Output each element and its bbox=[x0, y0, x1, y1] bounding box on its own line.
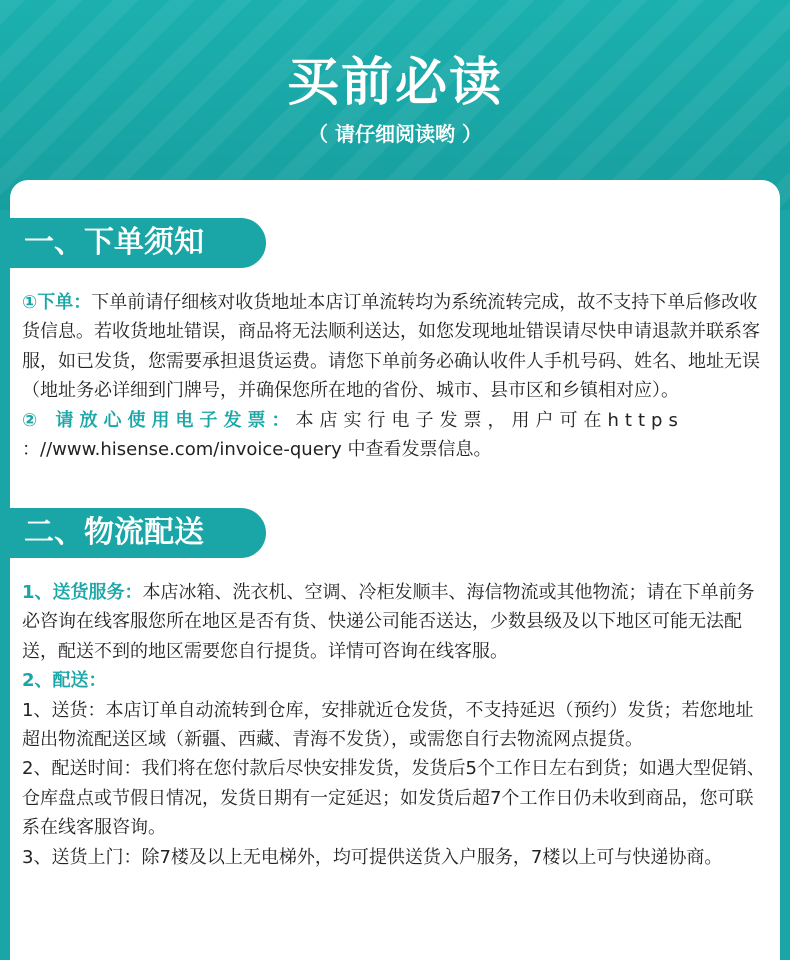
logistics-item-1-label: 1、送货服务： bbox=[22, 582, 143, 603]
logistics-notes bbox=[22, 578, 770, 872]
logistics-item-1 bbox=[22, 578, 770, 666]
page-title: 买前必读 bbox=[286, 53, 503, 113]
order-item-2-text-b: ：//www.hisense.com/invoice-query 中查看发票信息。 bbox=[22, 439, 492, 461]
order-item-2-label: ② 请放心使用电子发票： bbox=[22, 409, 296, 431]
logistics-item-2-label: 2、配送： bbox=[22, 670, 107, 692]
logistics-line-2: 2、配送时间：我们将在您付款后尽快安排发货，发货后5个工作日左右到货；如遇大型促销、仓库盘点或节假日情况，发货日期有一定延迟；如发货后超7个工作日仍未收到商品，您可联系在线客服咨询。 bbox=[22, 758, 765, 839]
content-card bbox=[10, 180, 780, 960]
logistics-line-3: 3、送货上门：除7楼及以上无电梯外，均可提供送货入户服务，7楼以上可与快递协商。 bbox=[22, 846, 723, 868]
order-item-2 bbox=[22, 406, 770, 465]
order-notes bbox=[22, 288, 770, 464]
logistics-line-1: 1、送货：本店订单自动流转到仓库，安排就近仓发货，不支持延迟（预约）发货；若您地址超出物流配送区域（新疆、西藏、青海不发货），或需您自行去物流网点提货。 bbox=[22, 699, 754, 751]
header-banner bbox=[0, 0, 790, 210]
page-subtitle: （ 请仔细阅读哟 ） bbox=[308, 122, 482, 146]
order-item-1-text: 下单前请仔细核对收货地址本店订单流转均为系统流转完成，故不支持下单后修改收货信息。若收货地址错误，商品将无法顺利送达，如您发现地址错误请尽快申请退款并联系客服，如已发货，您需要承担退货运费。请您下单前务必确认收件人手机号码、姓名、地址无误（地址务必详细到门牌号，并确保您所在地的省份、城市、县市区和乡镇相对应）。 bbox=[22, 292, 760, 402]
order-item-1 bbox=[22, 288, 770, 406]
logistics-item-1-text: 本店冰箱、洗衣机、空调、冷柜发顺丰、海信物流或其他物流；请在下单前务必咨询在线客服您所在地区是否有货、快递公司能否送达，少数县级及以下地区可能无法配送，配送不到的地区需要您自行提货。详情可咨询在线客服。 bbox=[22, 582, 755, 662]
section-heading-logistics: 二、物流配送 bbox=[10, 508, 266, 558]
section-heading-order: 一、下单须知 bbox=[10, 218, 266, 268]
order-item-1-label: ①下单： bbox=[22, 292, 92, 313]
order-item-2-text-a: 本店实行电子发票，用户可在https bbox=[295, 409, 684, 431]
